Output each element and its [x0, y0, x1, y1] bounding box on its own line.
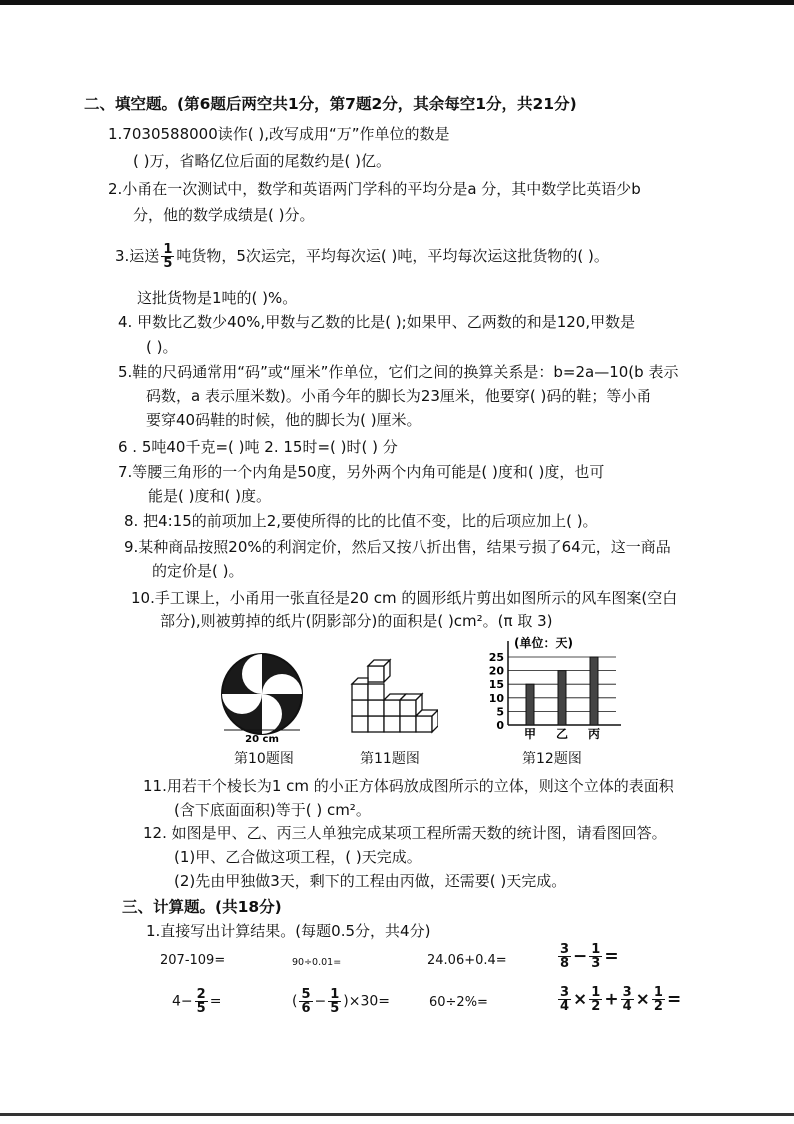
q5-line1: 5.鞋的尺码通常用“码”或“厘米”作单位，它们之间的换算关系是：b=2a—10(b 表示: [118, 363, 679, 381]
top-border: [0, 0, 794, 5]
c8-d-den: 2: [653, 999, 663, 1014]
calc-7: 60÷2%=: [429, 995, 488, 1010]
chart-y-tick-label: 15: [488, 678, 504, 692]
chart-categories: [524, 726, 600, 741]
c6-close: )×30=: [343, 993, 391, 1010]
section-3-sub1: 1.直接写出计算结果。(每题0.5分，共4分): [146, 922, 431, 940]
q4-line2: ( )。: [146, 338, 178, 356]
c8-x2: ×: [635, 989, 650, 1010]
section-3-title: 三、计算题。(共18分): [122, 898, 282, 916]
c8-d-num: 1: [653, 985, 663, 1000]
chart-unit-title: (单位：天): [514, 636, 573, 650]
q3-fraction: [161, 243, 174, 270]
chart-bar: [558, 671, 566, 725]
q10-line1: 10.手工课上，小甬用一张直径是20 cm 的圆形纸片剪出如图所示的风车图案(空白: [131, 589, 678, 607]
chart-bars: [526, 657, 598, 725]
c5-eq: =: [209, 993, 222, 1010]
figure-10-pinwheel: [220, 652, 310, 744]
calc-6: [292, 988, 390, 1015]
q11-line2: (含下底面面积)等于( ) cm²。: [174, 801, 371, 819]
chart-y-ticks: [489, 651, 505, 732]
c8-plus: +: [604, 989, 619, 1010]
chart-bar: [526, 684, 534, 725]
chart-category-label: 乙: [555, 727, 569, 741]
figure-11-caption: 第11题图: [360, 751, 420, 767]
q7-line2: 能是( )度和( )度。: [148, 487, 271, 505]
figure-10-caption: 第10题图: [234, 751, 294, 767]
q3-frac-num: 1: [163, 242, 173, 257]
c5-num: 2: [196, 987, 206, 1002]
q12-line1: 12. 如图是甲、乙、丙三人单独完成某项工程所需天数的统计图，请看图回答。: [143, 824, 667, 842]
c6-b-num: 1: [330, 987, 340, 1002]
q11-line1: 11.用若干个棱长为1 cm 的小正方体码放成图所示的立体，则这个立体的表面积: [143, 777, 674, 795]
chart-y-tick-label: 0: [496, 719, 504, 732]
bottom-border: [0, 1113, 794, 1116]
q7-line1: 7.等腰三角形的一个内角是50度，另外两个内角可能是( )度和( )度，也可: [118, 463, 605, 481]
calc-4: [556, 943, 619, 970]
chart-y-tick-label: 25: [488, 651, 504, 664]
c6-op: −: [314, 993, 327, 1010]
chart-y-tick-label: 10: [488, 691, 504, 705]
q9-line1: 9.某种商品按照20%的利润定价，然后又按八折出售，结果亏损了64元，这一商品: [124, 538, 671, 556]
calc-5: [172, 988, 221, 1015]
diameter-label: 20 cm: [245, 734, 279, 744]
c4-b-den: 3: [591, 956, 601, 971]
q5-line3: 要穿40码鞋的时候，他的脚长为( )厘米。: [146, 411, 422, 429]
c4-a-den: 8: [560, 956, 570, 971]
q9-line2: 的定价是( )。: [152, 562, 244, 580]
calc-2: 90÷0.01=: [292, 957, 342, 968]
c8-b-num: 1: [591, 985, 601, 1000]
c8-a-num: 3: [560, 985, 570, 1000]
c8-a-den: 4: [560, 999, 570, 1014]
c8-x1: ×: [573, 989, 588, 1010]
c8-b-den: 2: [591, 999, 601, 1014]
figure-11-cubes: [348, 654, 438, 736]
q3-post: 吨货物，5次运完，平均每次运( )吨，平均每次运这批货物的( )。: [176, 247, 609, 265]
chart-y-tick-label: 5: [496, 705, 504, 719]
c6-a-num: 5: [301, 987, 311, 1002]
figure-12-bar-chart: [476, 633, 626, 741]
c8-c-num: 3: [622, 985, 632, 1000]
q12-sub2: (2)先由甲独做3天，剩下的工程由丙做，还需要( )天完成。: [174, 872, 567, 890]
q6-line: 6 . 5吨40千克=( )吨 2. 15时=( )时( ) 分: [118, 438, 398, 456]
calc-3: 24.06+0.4=: [427, 953, 507, 968]
q1-line1: 1.7030588000读作( ),改写成用“万”作单位的数是: [108, 125, 450, 143]
c6-b-den: 5: [330, 1001, 340, 1016]
c6-open: (: [292, 993, 298, 1010]
calc-1: 207-109=: [160, 953, 226, 968]
q3-line1: [115, 243, 609, 270]
calc-8: [556, 986, 681, 1013]
chart-bar: [590, 657, 598, 725]
chart-y-tick-label: 20: [488, 664, 504, 678]
q3-pre: 3.运送: [115, 247, 160, 265]
q2-line2: 分，他的数学成绩是( )分。: [133, 206, 315, 224]
chart-category-label: 丙: [587, 727, 601, 741]
q3-frac-den: 5: [163, 256, 173, 271]
q12-sub1: (1)甲、乙合做这项工程，( )天完成。: [174, 848, 422, 866]
c4-a-num: 3: [560, 942, 570, 957]
figure-12-caption: 第12题图: [522, 751, 582, 767]
chart-category-label: 甲: [523, 727, 537, 741]
c5-den: 5: [196, 1001, 206, 1016]
q3-line2: 这批货物是1吨的( )%。: [137, 289, 298, 307]
section-2-title: 二、填空题。(第6题后两空共1分，第7题2分，其余每空1分，共21分): [84, 95, 577, 113]
q5-line2: 码数，a 表示厘米数)。小甬今年的脚长为23厘米，他要穿( )码的鞋；等小甬: [146, 387, 652, 405]
c5-pre: 4−: [172, 993, 193, 1010]
q8-line: 8. 把4:15的前项加上2,要使所得的比的比值不变，比的后项应加上( )。: [124, 512, 598, 530]
q2-line1: 2.小甬在一次测试中，数学和英语两门学科的平均分是a 分，其中数学比英语少b: [108, 180, 641, 198]
c4-b-num: 1: [591, 942, 601, 957]
c8-eq: =: [666, 989, 682, 1010]
q10-line2: 部分),则被剪掉的纸片(阴影部分)的面积是( )cm²。(π 取 3): [160, 612, 553, 630]
c6-a-den: 6: [301, 1001, 311, 1016]
c8-c-den: 4: [622, 999, 632, 1014]
q1-line2: ( )万，省略亿位后面的尾数约是( )亿。: [133, 152, 391, 170]
c4-eq: =: [604, 946, 619, 967]
q4-line1: 4. 甲数比乙数少40%,甲数与乙数的比是( );如果甲、乙两数的和是120,甲数是: [118, 313, 636, 331]
c4-op: −: [573, 946, 588, 967]
